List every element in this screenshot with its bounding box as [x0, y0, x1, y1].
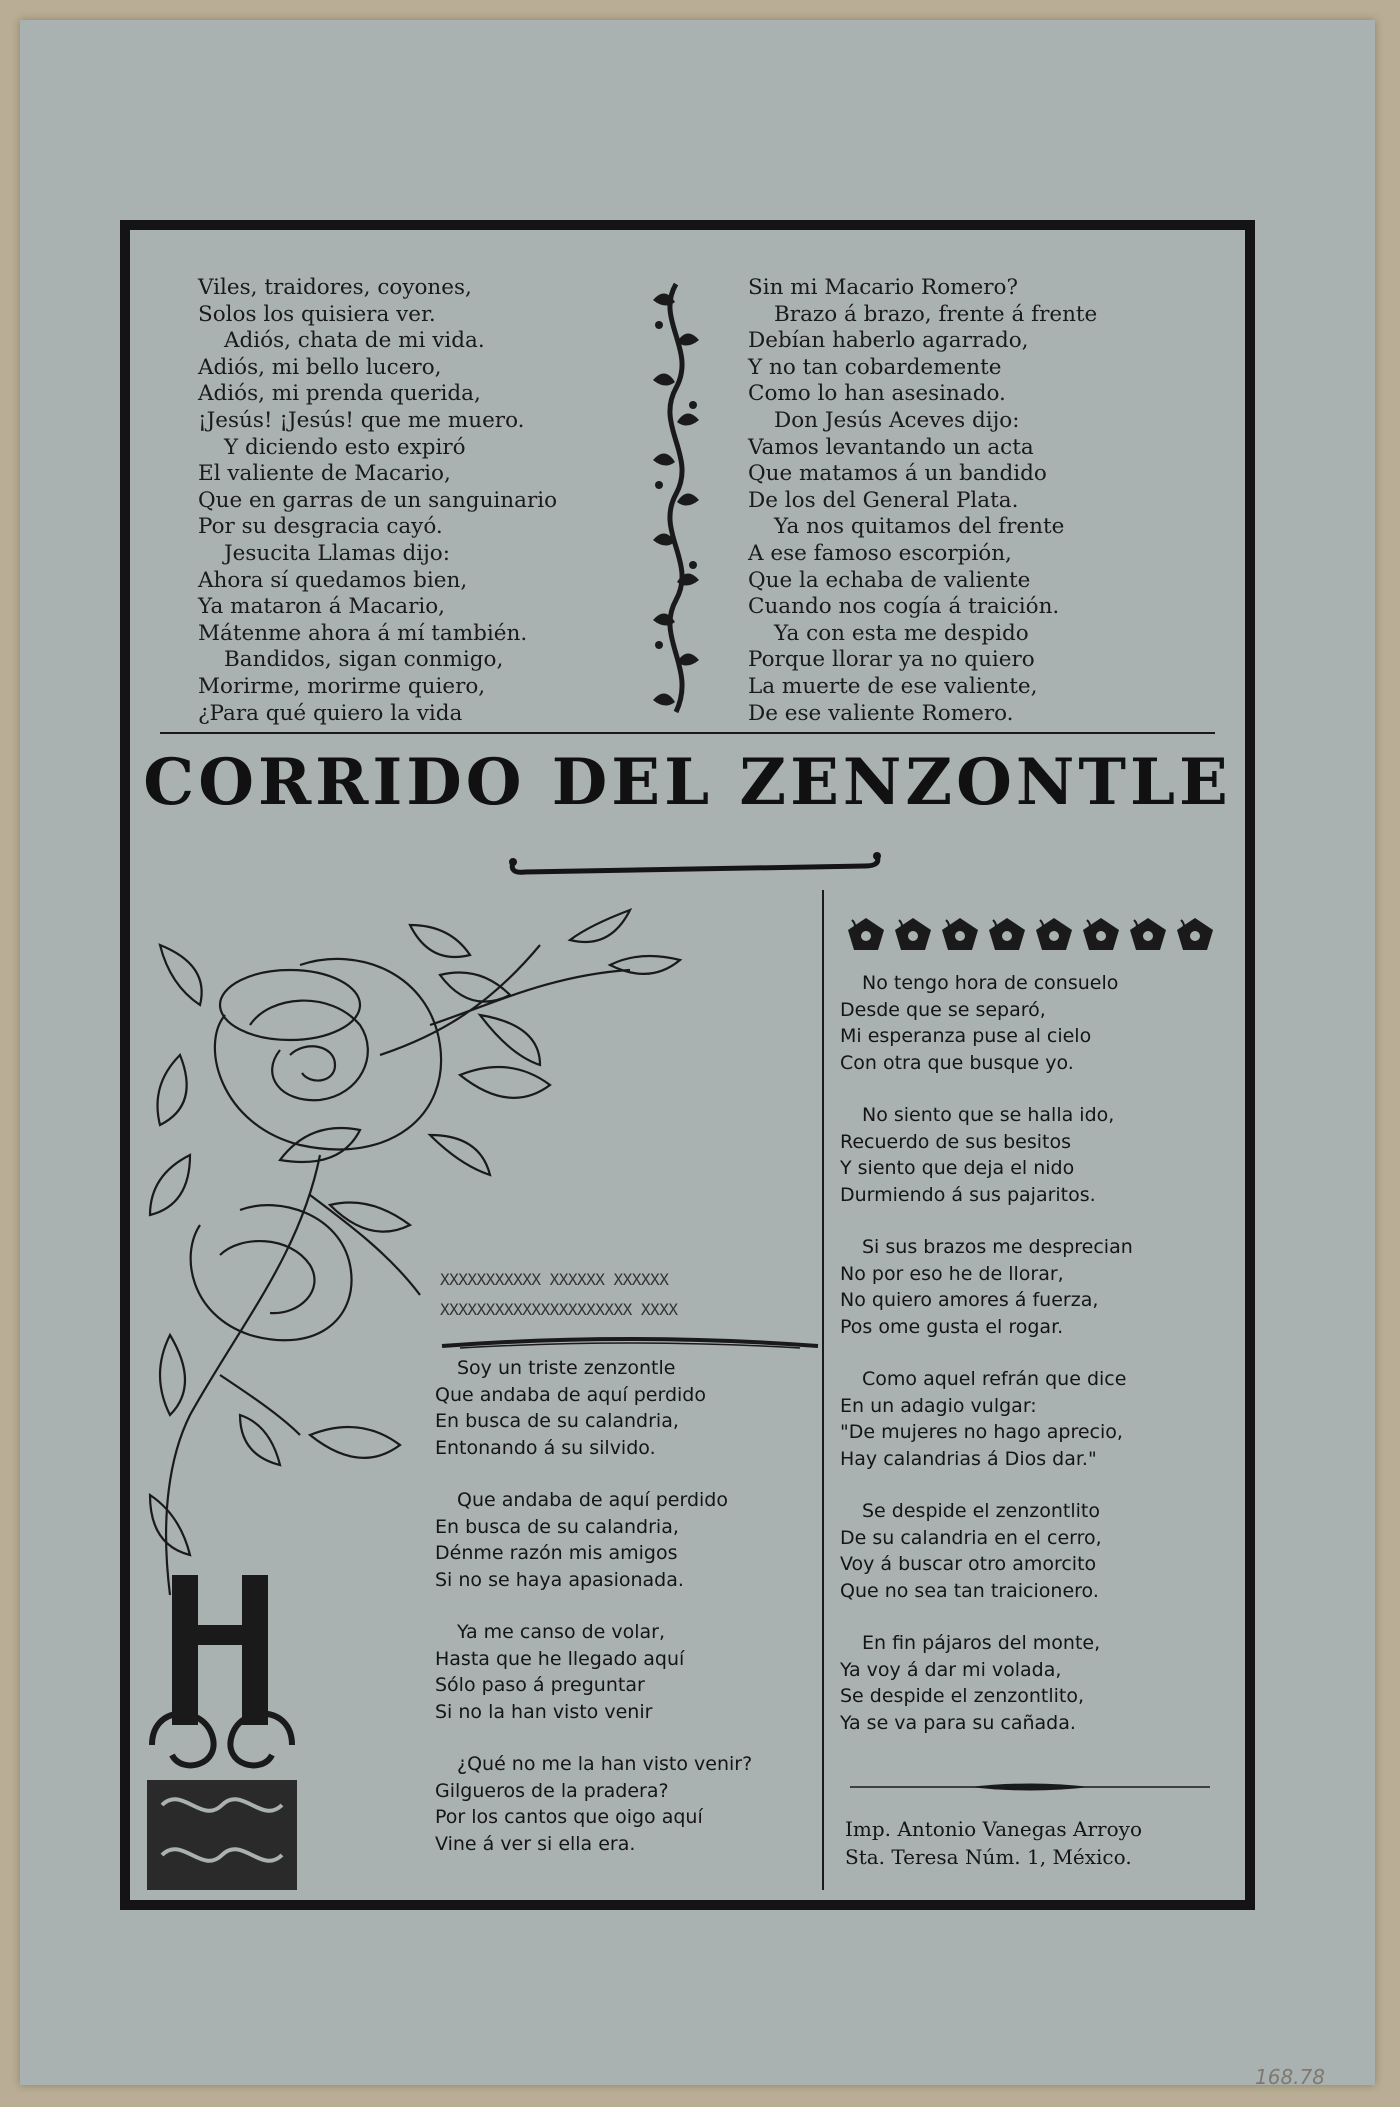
verse-line: Como lo han asesinado. [748, 381, 1006, 407]
verse-line: Se despide el zenzontlito [862, 1500, 1101, 1522]
verse-line: Brazo á brazo, frente á frente [774, 301, 1098, 327]
verse-line: Vamos levantando un acta [748, 434, 1034, 460]
main-title: CORRIDO DEL ZENZONTLE [143, 745, 1232, 820]
decorative-x-row: XXXXXXXXXXXXXXXXXXXXX XXXX [440, 1300, 678, 1319]
verse-line: En fin pájaros del monte, [862, 1632, 1101, 1654]
stanza [840, 1234, 1133, 1340]
decorative-x-row: XXXXXXXXXXX XXXXXX XXXXXX [440, 1270, 669, 1289]
verse-line: Si no se haya apasionada. [435, 1568, 684, 1591]
verse-line: Mátenme ahora á mí también. [198, 620, 528, 646]
verse-line: Viles, traidores, coyones, [198, 275, 472, 300]
verse-line: Bandidos, sigan conmigo, [224, 647, 504, 673]
verse-line: ¿Qué no me la han visto venir? [457, 1753, 753, 1775]
verse-line: Gilgueros de la pradera? [435, 1779, 669, 1802]
decorative-initial-ornament [142, 1565, 302, 1895]
verse-line: Que matamos á un bandido [748, 461, 1047, 487]
column-divider [822, 890, 824, 1890]
verse-line: Jesucita Llamas dijo: [224, 540, 450, 566]
flower-motif [848, 918, 884, 950]
verse-line: Que andaba de aquí perdido [435, 1383, 706, 1406]
flower-motif [942, 918, 978, 950]
verse-line: Sólo paso á preguntar [435, 1674, 645, 1696]
verse-line: Si no la han visto venir [435, 1700, 653, 1723]
verse-line: No tengo hora de consuelo [862, 972, 1119, 994]
verse-line: Que no sea tan traicionero. [840, 1579, 1099, 1602]
verse-line: Si sus brazos me desprecian [862, 1236, 1133, 1258]
verse-line: Como aquel refrán que dice [862, 1368, 1127, 1390]
verse-line: Adiós, mi bello lucero, [198, 354, 442, 380]
stanza [435, 1619, 752, 1725]
verse-line: No siento que se halla ido, [862, 1104, 1115, 1126]
verse-line: Que en garras de un sanguinario [198, 487, 558, 513]
horizontal-rule [160, 732, 1215, 734]
verse-line: Pos ome gusta el rogar. [840, 1315, 1064, 1338]
verse-line: Ahora sí quedamos bien, [198, 567, 468, 593]
flower-motif [1177, 918, 1213, 950]
stanza [840, 1630, 1133, 1736]
verse-line: El valiente de Macario, [198, 461, 451, 487]
imprint-line: Sta. Teresa Núm. 1, México. [845, 1845, 1132, 1869]
stanza [840, 1498, 1133, 1604]
ornamental-rule [850, 1780, 1210, 1794]
stanza [840, 970, 1133, 1076]
verse-line: A ese famoso escorpión, [748, 540, 1012, 566]
stanza [840, 1102, 1133, 1208]
verse-line: Desde que se separó, [840, 998, 1046, 1021]
verse-line: Hay calandrias á Dios dar." [840, 1447, 1097, 1470]
flower-motif [1083, 918, 1119, 950]
verse-line: Sin mi Macario Romero? [748, 275, 1018, 300]
verse-line: Debían haberlo agarrado, [748, 328, 1029, 354]
verse-line: Recuerdo de sus besitos [840, 1130, 1071, 1153]
verse-line: Y siento que deja el nido [840, 1157, 1075, 1179]
printer-imprint [845, 1815, 1142, 1871]
verse-line: Ya con esta me despido [774, 620, 1029, 646]
verse-flourish [440, 1332, 820, 1352]
top-left-verses [198, 275, 557, 727]
verse-line: Ya se va para su cañada. [840, 1711, 1076, 1734]
verse-line: Y no tan cobardemente [748, 354, 1002, 380]
verse-line: Que la echaba de valiente [748, 567, 1031, 593]
verse-line: ¿Para qué quiero la vida [198, 700, 463, 726]
verse-line: Por su desgracia cayó. [198, 514, 443, 540]
verse-line: Dénme razón mis amigos [435, 1542, 678, 1564]
stanza [435, 1751, 752, 1857]
verse-line: Morirme, morirme quiero, [198, 673, 486, 699]
stanza [840, 1366, 1133, 1472]
verse-line: Hasta que he llegado aquí [435, 1647, 685, 1670]
verse-line: Ya me canso de volar, [457, 1621, 666, 1643]
title-flourish [505, 852, 885, 882]
verse-line: No por eso he de llorar, [840, 1262, 1064, 1285]
verse-line: De su calandria en el cerro, [840, 1526, 1102, 1549]
verse-line: Con otra que busque yo. [840, 1051, 1074, 1074]
verse-line: Don Jesús Aceves dijo: [774, 407, 1020, 433]
verse-line: La muerte de ese valiente, [748, 673, 1038, 699]
vertical-floral-ornament [645, 280, 707, 716]
flower-motif [895, 918, 931, 950]
verse-line: Ya mataron á Macario, [198, 594, 446, 620]
stanza [435, 1487, 752, 1593]
verse-line: De los del General Plata. [748, 487, 1019, 513]
right-verses [840, 970, 1133, 1762]
verse-line: En un adagio vulgar: [840, 1394, 1037, 1417]
verse-line: Que andaba de aquí perdido [457, 1489, 728, 1511]
verse-line: Soy un triste zenzontle [457, 1357, 676, 1379]
verse-line: En busca de su calandria, [435, 1410, 679, 1432]
verse-line: Adiós, chata de mi vida. [224, 328, 485, 354]
stanza [435, 1355, 752, 1461]
flower-motif [1036, 918, 1072, 950]
verse-line: Cuando nos cogía á traición. [748, 594, 1060, 620]
verse-line: Porque llorar ya no quiero [748, 647, 1035, 673]
verse-line: Y diciendo esto expiró [224, 434, 466, 460]
verse-line: Ya voy á dar mi volada, [840, 1658, 1062, 1681]
top-right-verses [748, 275, 1097, 727]
verse-line: Mi esperanza puse al cielo [840, 1025, 1092, 1047]
imprint-line: Imp. Antonio Vanegas Arroyo [845, 1817, 1143, 1841]
left-verses [435, 1355, 752, 1883]
verse-line: Entonando á su silvido. [435, 1436, 656, 1459]
page-border-frame [120, 220, 1255, 1910]
verse-line: De ese valiente Romero. [748, 700, 1014, 726]
verse-line: Se despide el zenzontlito, [840, 1685, 1085, 1707]
verse-line: Ya nos quitamos del frente [774, 514, 1065, 540]
verse-line: ¡Jesús! ¡Jesús! que me muero. [198, 407, 525, 433]
verse-line: No quiero amores á fuerza, [840, 1289, 1099, 1311]
flower-motif [1130, 918, 1166, 950]
verse-line: Voy á buscar otro amorcito [840, 1553, 1097, 1575]
verse-line: Adiós, mi prenda querida, [198, 381, 481, 407]
verse-line: Vine á ver si ella era. [435, 1832, 636, 1855]
verse-line: Por los cantos que oigo aquí [435, 1806, 703, 1828]
broadside-paper [20, 20, 1375, 2089]
flower-band-ornament [840, 910, 1230, 960]
verse-line: Durmiendo á sus pajaritos. [840, 1183, 1096, 1206]
verse-line: Solos los quisiera ver. [198, 301, 436, 327]
flower-motif [989, 918, 1025, 950]
verse-line: En busca de su calandria, [435, 1515, 679, 1538]
catalog-number: 168.78 [1255, 2065, 1325, 2089]
verse-line: "De mujeres no hago aprecio, [840, 1421, 1123, 1443]
